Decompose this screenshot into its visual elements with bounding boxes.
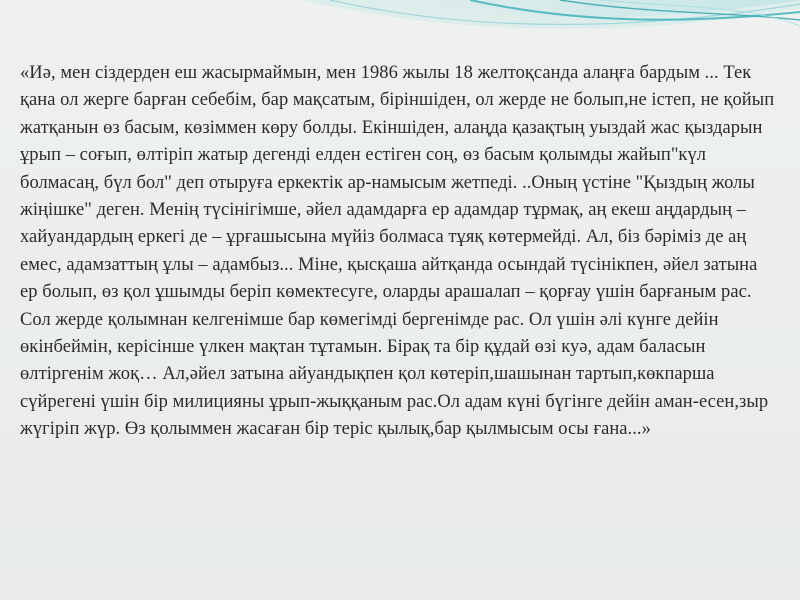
quote-text: «Иә, мен сіздерден еш жасырмаймын, мен 1986 жылы 18 желтоқсанда алаңға бардым ... Тек қана ол жерге барған себебім, бар мақсатым, біріншіден, ол жерде не болып,не істеп, не қойып жатқанын өз басым, көзіммен көру болды. Екіншіден, алаңда қазақтың уыздай жас қыздарын ұрып – соғып, өлтіріп жатыр дегенді елден естіген соң, өз басым қолымды жайып"күл болмасаң, бүл бол" деп отыруға еркектік ар-намысым жетпеді. ..Оның үстіне "Қыздың жолы жіңішке" деген. Менің түсінігімше, әйел адамдарға ер адамдар тұрмақ, аң екеш аңдардың – хайуандардың еркегі де – ұрғашысына мүйіз болмаса тұяқ көтермейді. Ал, біз бәріміз де аң емес, адамзаттың ұлы – адамбыз... Міне, қысқаша айтқанда осындай түсінікпен, әйел затына ер болып, өз қол ұшымды беріп көмектесуге, оларды арашалап – қорғау үшін барғаным рас. Сол жерде қолымнан келгенімше бар көмегімді бергенімде рас. Ол үшін әлі күнге дейін өкінбеймін, керісінше үлкен мақтан тұтамын. Бірақ та бір құдай өзі куә, адам баласын өлтіргенім жоқ… Ал,әйел затына айуандықпен қол көтеріп,шашынан тартып,көкпарша сүйрегені үшін бір милицияны ұрып-жыққаным рас.Ол адам күні бүгінге дейін аман-есен,зыр жүгіріп жүр. Өз қолыммен жасаған бір теріс қылық,бар қылмысым осы ғана...» — [20, 63, 775, 440]
